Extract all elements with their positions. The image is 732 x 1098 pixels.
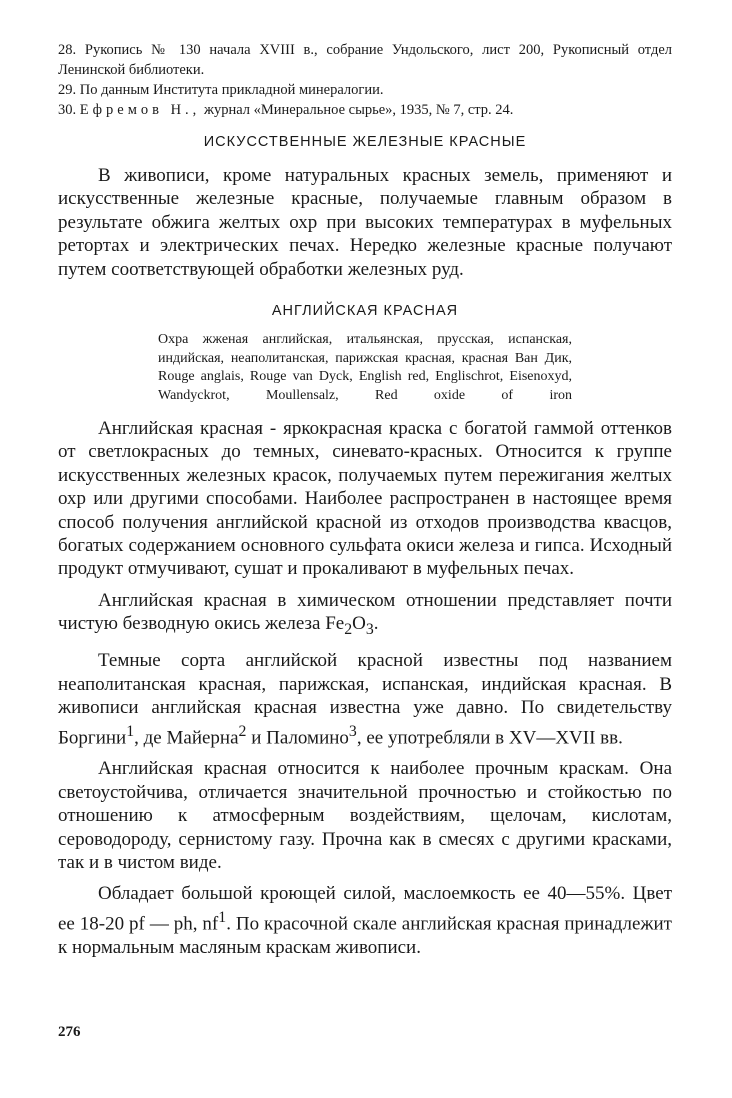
footnote-ref-1: 1 [126, 722, 135, 740]
formula-subscript-2: 2 [344, 621, 353, 639]
footnote-ref-3: 3 [348, 722, 357, 740]
properties-text-b: . По красочной скале английская красная принадлежит к нормальным масляным краскам живописи. [58, 913, 672, 958]
subsection-title: АНГЛИЙСКАЯ КРАСНАЯ [271, 303, 459, 320]
footnotes [58, 40, 672, 120]
history-text-a: Темные сорта английской красной известны под названием неаполитанская красная, парижская, испанская, индийская красная. В живописи английская красная известна уже давно. По свидетельству Боргини [58, 650, 672, 749]
history-text-c: и Паломино [246, 727, 349, 749]
paragraph-history [58, 649, 672, 749]
footnote-30-text: журнал «Минеральное сырье», 1935, № 7, стр. 24. [203, 102, 514, 118]
history-text-b: , де Майерна [134, 727, 239, 749]
section-title: ИСКУССТВЕННЫЕ ЖЕЛЕЗНЫЕ КРАСНЫЕ [203, 134, 527, 150]
formula-subscript-3: 3 [365, 621, 374, 639]
footnote-30-number: 30. [58, 102, 77, 118]
chemistry-end: . [373, 613, 379, 635]
footnote-30 [58, 100, 672, 120]
page-number: 276 [58, 1024, 81, 1040]
intro-paragraph: В живописи, кроме натуральных красных земель, применяют и искусственные железные красные, получаемые главным образом в результате обжига желтых охр при высоких температурах в муфельных ретортах и электрических печах. Нередко железные красные получают путем соответствующей обработки железных руд. [58, 165, 672, 280]
formula-oxygen: O [352, 613, 366, 635]
chemistry-text: Английская красная в химическом отношении представляет почти чистую безводную окись железа Fe [58, 589, 672, 635]
properties-text-a: Обладает большой кроющей силой, маслоемкость ее 40—55%. Цвет ее 18-20 pf — ph, nf [58, 883, 672, 935]
paragraph-durability: Английская красная относится к наиболее прочным краскам. Она светоустойчива, отличается значительной прочностью и стойкостью по отношению к атмосферным воздействиям, щелочам, кислотам, сероводороду, сернистому газу. Прочна как в смесях с другими красками, так и в чистом виде. [58, 758, 672, 874]
book-page [58, 40, 672, 959]
footnote-28: 28. Рукопись № 130 начала XVIII в., собрание Ундольского, лист 200, Рукописный отдел Ленинской библиотеки. [58, 42, 672, 78]
footnote-ref-nf: 1 [218, 908, 227, 926]
paragraph-properties [58, 882, 672, 959]
paragraph-chemistry [58, 589, 672, 642]
paragraph-description: Английская красная - яркокрасная краска с богатой гаммой оттенков от светлокрасных до темных, синевато-красных. Относится к группе искусственных железных красок, получаемых путем пережигания желтых охр или другими способами. Наиболее распространен в настоящее время способ получения английской красной из отходов производства квасцов, богатых содержанием основного сульфата окиси железа и гипса. Исходный продукт отмучивают, сушат и прокаливают в муфельных печах. [58, 418, 672, 580]
footnote-ref-2: 2 [238, 722, 247, 740]
footnote-29: 29. По данным Института прикладной минералогии. [58, 82, 384, 98]
footnote-30-author: Ефремов Н., [79, 102, 201, 118]
history-text-d: , ее употребляли в XV—XVII вв. [356, 727, 623, 749]
synonyms-list: Охра жженая английская, итальянская, прусская, испанская, индийская, неаполитанская, парижская красная, красная Ван Дик, Rouge anglais, Rouge van Dyck, English red, Englischrot, Eisenoxyd, Wandyckrot, Moullensalz, Red oxide of iron [158, 332, 572, 403]
